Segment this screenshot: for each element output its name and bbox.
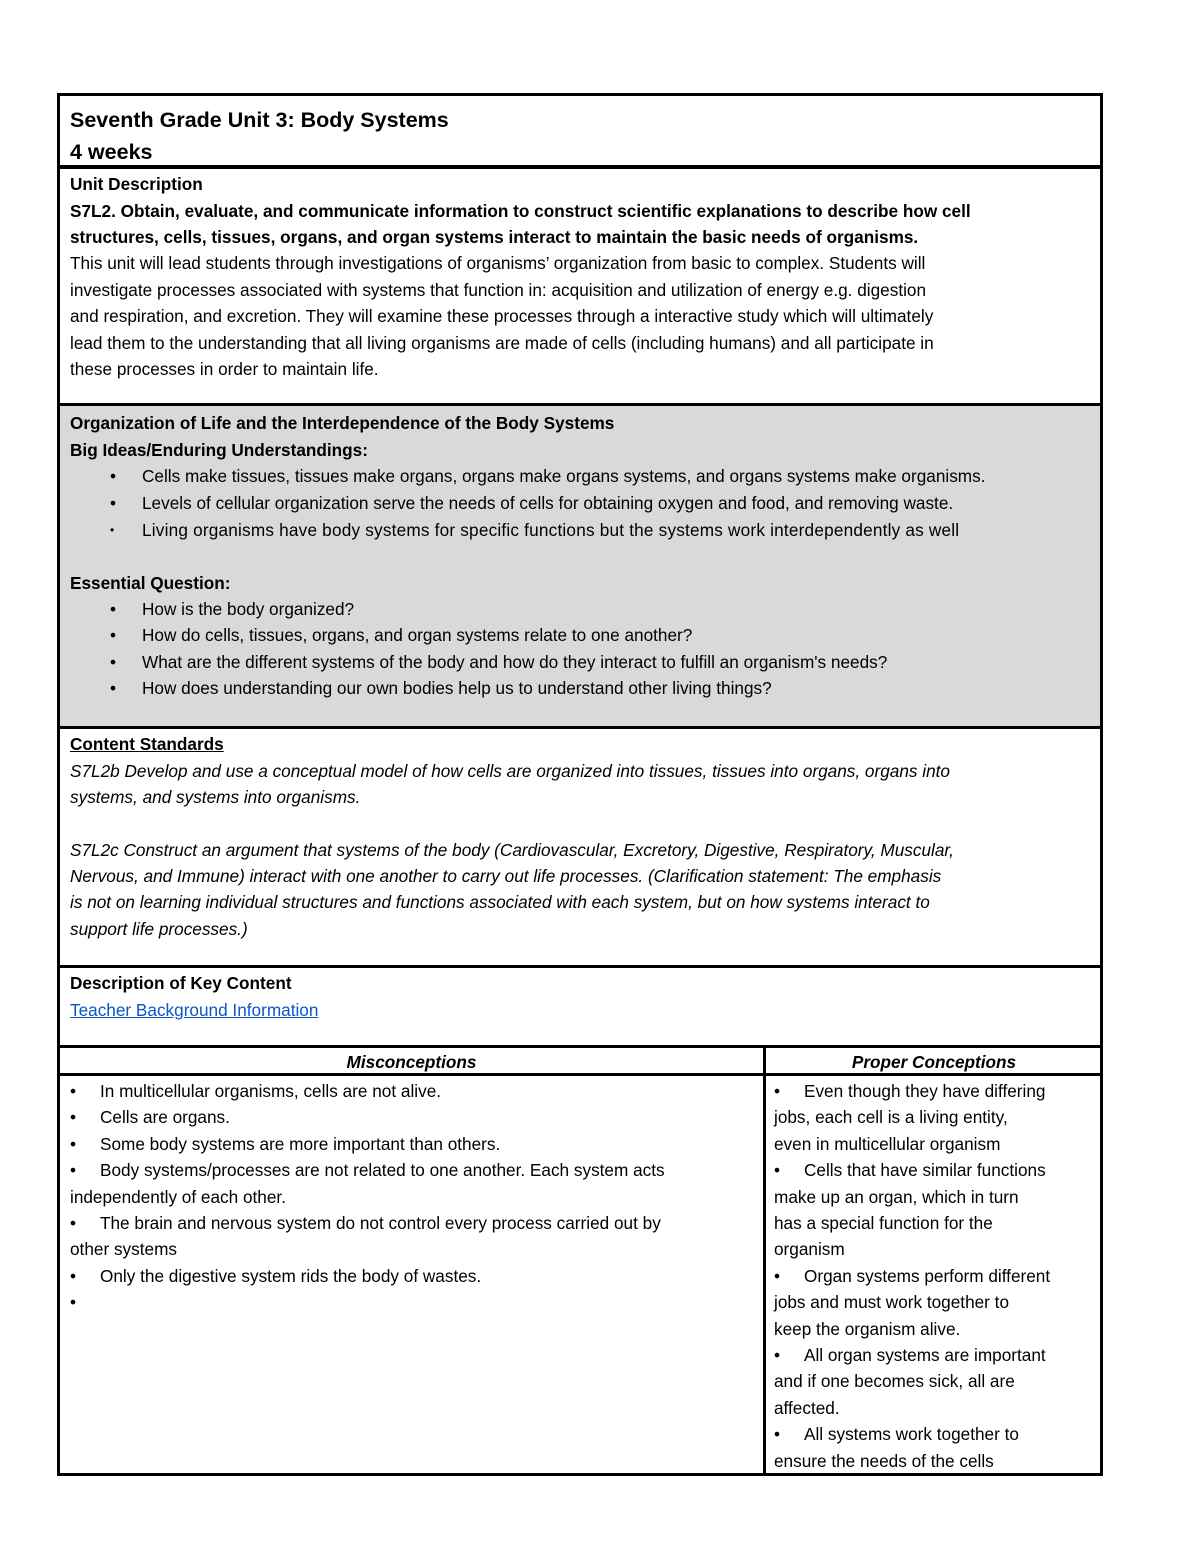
description-line: This unit will lead students through investigations of organisms’ organization from basic to complex. Students will [70,253,926,273]
bullet-icon: • [110,466,117,486]
column-divider [763,1047,766,1473]
bullet-icon: • [774,1345,781,1365]
bullet-icon: • [110,625,117,645]
teacher-background-link[interactable]: Teacher Background Information [70,1000,319,1020]
bullet-icon: • [110,678,117,698]
standard-s7l2c-line: support life processes.) [70,919,248,939]
misconceptions-header: Misconceptions [346,1052,477,1072]
standard-s7l2b-line: systems, and systems into organisms. [70,787,361,807]
bullet-icon: • [774,1424,781,1445]
unit-description-section [60,169,1100,403]
divider [60,1045,1100,1048]
key-content-section [60,968,1100,1045]
divider [60,1073,1100,1076]
bullet-icon: • [70,1265,77,1286]
bullet-icon: • [110,652,117,672]
description-line: these processes in order to maintain life. [70,359,379,379]
content-standards-label: Content Standards [70,734,224,754]
organization-title: Organization of Life and the Interdependence of the Body Systems [70,413,615,433]
unit-document [57,93,1103,1476]
bullet-icon: • [70,1081,77,1101]
teacher-background-row [70,997,1090,1023]
proper-conceptions-header: Proper Conceptions [851,1052,1017,1072]
bullet-icon: • [774,1265,781,1286]
bullet-icon: • [110,493,117,513]
essential-question-label: Essential Question: [70,573,231,593]
standard-line: structures, cells, tissues, organs, and organ systems interact to maintain the basic needs of organisms. [70,227,919,247]
bullet-icon: • [70,1107,77,1128]
unit-description-label: Unit Description [70,174,203,194]
bullet-icon: • [70,1160,77,1181]
standard-s7l2c-line: S7L2c Construct an argument that systems of the body (Cardiovascular, Excretory, Digestive, Respiratory, Muscular, [70,840,954,860]
description-line: investigate processes associated with systems that function in: acquisition and utilization of energy e.g. digestion [70,280,927,300]
big-ideas-label: Big Ideas/Enduring Understandings: [70,440,368,460]
bullet-icon: • [110,523,115,537]
organization-section: Organization of Life and the Interdependence of the Body Systems Big Ideas/Enduring Understandings: • Cells make tissues, tissues make organs, organs make organs systems, and organs systems make organisms. • Levels of cellular organization serve the needs of cells for obtaining oxygen and food, and removing waste. • Living organisms have body systems for specific functions but the systems work interdependently as well Essential Question: • How is the body organized? • How do cells, tissues, organs, and organ systems relate to one another? • What are the different systems of the body and how do they interact to fulfill an organism's needs? • How does understanding our own bodies help us to understand other living things? [60,406,1100,726]
content-standards-section [60,729,1100,965]
description-line: and respiration, and excretion. They will examine these processes through a interactive study which will ultimately [70,306,934,326]
proper-conceptions-list: • Even though they have differing jobs, each cell is a living entity, even in multicellular organism • Cells that have similar functions make up an organ, which in turn has a special function for the organism • Organ systems perform different jobs and must work together to keep the organism alive. • All organ systems are important and if one becomes sick, all are affected. • All systems work together to ensure the needs of the cells [774,1078,1096,1474]
bullet-icon: • [70,1213,77,1233]
unit-duration: 4 weeks [70,140,153,164]
bullet-icon: • [110,599,117,619]
header-section [60,96,1100,166]
bullet-icon: • [70,1292,77,1313]
misconceptions-list: • In multicellular organisms, cells are not alive. • Cells are organs. • Some body systems are more important than others. • Body systems/processes are not related to one another. Each system acts independently of each other. • The brain and nervous system do not control every process carried out by other systems • Only the digestive system rids the body of wastes. • [70,1078,760,1458]
bullet-icon: • [774,1160,781,1181]
bullet-icon: • [774,1081,781,1101]
standard-s7l2b-line: S7L2b Develop and use a conceptual model of how cells are organized into tissues, tissues into organs, organs into [70,761,950,781]
key-content-label: Description of Key Content [70,973,292,993]
standard-s7l2c-line: is not on learning individual structures and functions associated with each system, but on how systems interact to [70,892,930,912]
description-line: lead them to the understanding that all living organisms are made of cells (including humans) and all participate in [70,333,934,353]
bullet-icon: • [70,1133,77,1154]
standard-line: S7L2. Obtain, evaluate, and communicate information to construct scientific explanations to describe how cell [70,201,971,221]
unit-title: Seventh Grade Unit 3: Body Systems [70,108,449,132]
standard-s7l2c-line: Nervous, and Immune) interact with one another to carry out life processes. (Clarification statement: The emphasis [70,866,942,886]
